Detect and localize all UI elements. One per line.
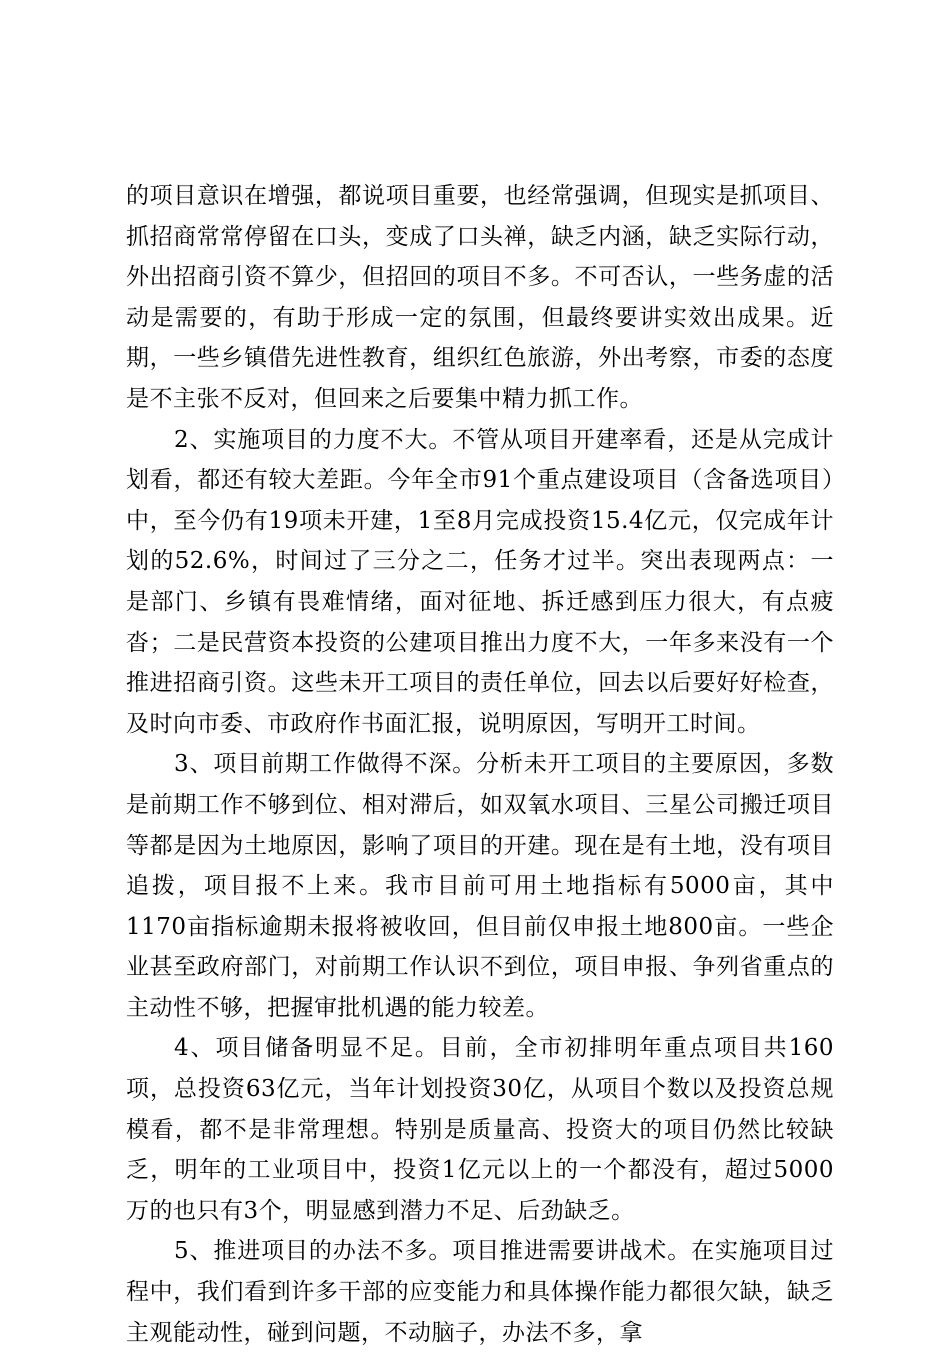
document-body xyxy=(126,176,834,1353)
paragraph-item-3: 3、项目前期工作做得不深。分析未开工项目的主要原因，多数是前期工作不够到位、相对滞后，如双氧水项目、三星公司搬迁项目等都是因为土地原因，影响了项目的开建。现在是有土地，没有项目追拨，项目报不上来。我市目前可用土地指标有5000亩，其中1170亩指标逾期未报将被收回，但目前仅申报土地800亩。一些企业甚至政府部门，对前期工作认识不到位，项目申报、争列省重点的主动性不够，把握审批机遇的能力较差。 xyxy=(126,751,834,1021)
paragraph-continuation: 的项目意识在增强，都说项目重要，也经常强调，但现实是抓项目、抓招商常常停留在口头，变成了口头禅，缺乏内涵，缺乏实际行动，外出招商引资不算少，但招回的项目不多。不可否认，一些务虚的活动是需要的，有助于形成一定的氛围，但最终要讲实效出成果。近期，一些乡镇借先进性教育，组织红色旅游，外出考察，市委的态度是不主张不反对，但回来之后要集中精力抓工作。 xyxy=(126,183,834,412)
paragraph-item-2: 2、实施项目的力度不大。不管从项目开建率看，还是从完成计划看，都还有较大差距。今年全市91个重点建设项目（含备选项目）中，至今仍有19项未开建，1至8月完成投资15.4亿元，仅完成年计划的52.6%，时间过了三分之二，任务才过半。突出表现两点：一是部门、乡镇有畏难情绪，面对征地、拆迁感到压力很大，有点疲沓；二是民营资本投资的公建项目推出力度不大，一年多来没有一个推进招商引资。这些未开工项目的责任单位，回去以后要好好检查，及时向市委、市政府作书面汇报，说明原因，写明开工时间。 xyxy=(126,426,834,737)
paragraph-item-5: 5、推进项目的办法不多。项目推进需要讲战术。在实施项目过程中，我们看到许多干部的应变能力和具体操作能力都很欠缺，缺乏主观能动性，碰到问题，不动脑子，办法不多，拿 xyxy=(126,1238,834,1346)
paragraph-item-4: 4、项目储备明显不足。目前，全市初排明年重点项目共160项，总投资63亿元，当年计划投资30亿，从项目个数以及投资总规模看，都不是非常理想。特别是质量高、投资大的项目仍然比较缺乏，明年的工业项目中，投资1亿元以上的一个都没有，超过5000万的也只有3个，明显感到潜力不足、后劲缺乏。 xyxy=(126,1035,834,1224)
